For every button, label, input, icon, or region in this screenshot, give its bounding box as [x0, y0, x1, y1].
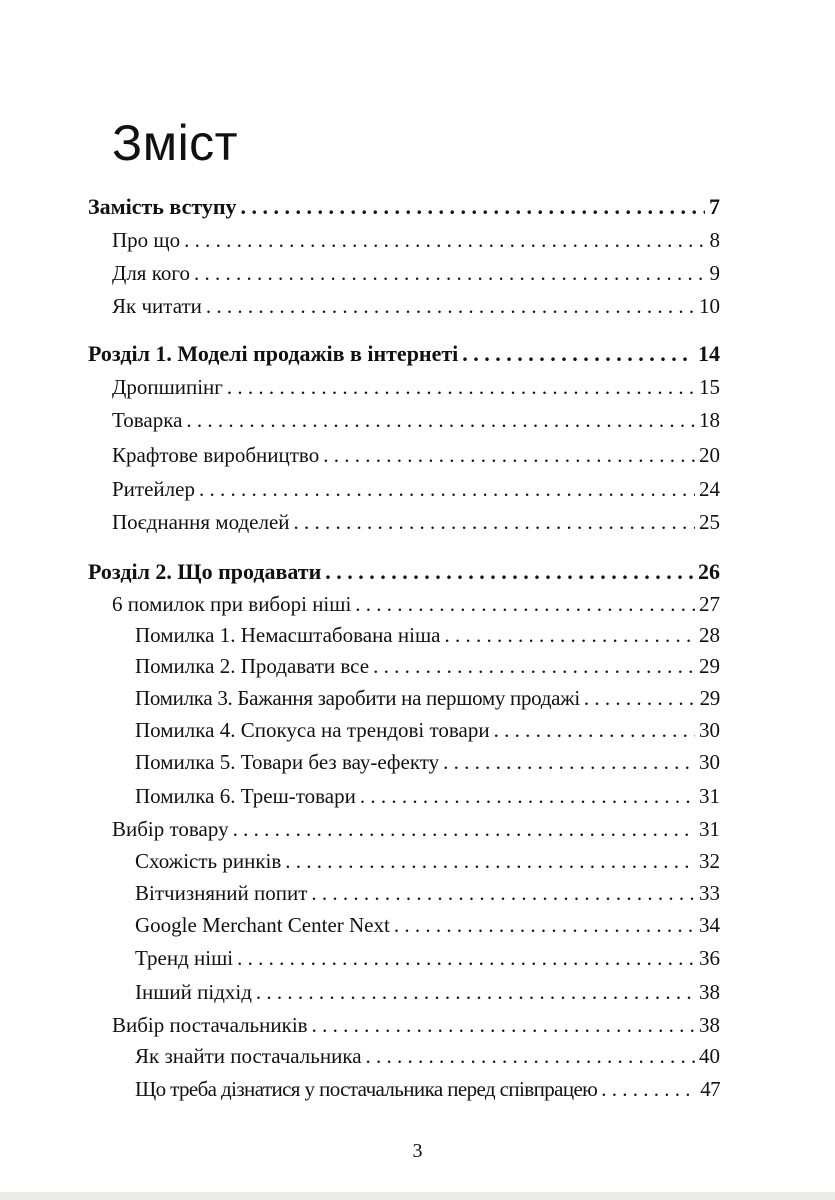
toc-section-chapter-1[interactable] [88, 343, 720, 365]
toc-entry-page: 47 [700, 1077, 720, 1101]
toc-entry-title: Помилка 4. Спокуса на трендові товари [135, 718, 490, 742]
toc-entry-page: 14 [698, 341, 720, 366]
toc-entry-title: 6 помилок при виборі ніші [112, 592, 352, 616]
toc-entry[interactable] [112, 230, 720, 251]
toc-entry-page: 28 [699, 623, 720, 647]
leader-dots [199, 479, 695, 500]
leader-dots [256, 982, 695, 1003]
toc-subentry[interactable] [135, 720, 720, 741]
toc-subentry[interactable] [135, 1079, 720, 1100]
toc-entry-page: 38 [699, 1013, 720, 1037]
toc-subentry[interactable] [135, 625, 720, 646]
leader-dots [360, 786, 695, 807]
leader-dots [584, 688, 696, 709]
leader-dots [443, 752, 695, 773]
toc-subentry[interactable] [135, 786, 720, 807]
toc-entry-page: 25 [699, 510, 720, 534]
toc-entry-title: Поєднання моделей [112, 510, 290, 534]
toc-entry-page: 32 [699, 849, 720, 873]
toc-entry-title: Помилка 2. Продавати все [135, 654, 370, 678]
toc-entry-title: Замість вступу [88, 194, 237, 219]
toc-entry-page: 18 [699, 408, 720, 432]
leader-dots [355, 594, 695, 615]
leader-dots [394, 915, 695, 936]
toc-entry-title: Помилка 1. Немасштабована ніша [135, 623, 441, 647]
toc-entry-page: 20 [699, 443, 720, 467]
toc-entry-title: Вибір товару [112, 817, 229, 841]
toc-entry-title: Як знайти постачальника [135, 1044, 362, 1068]
leader-dots [294, 512, 695, 533]
toc-entry-page: 38 [699, 980, 720, 1004]
leader-dots [366, 1046, 695, 1067]
toc-entry-page: 30 [699, 750, 720, 774]
toc-subentry[interactable] [135, 752, 720, 773]
toc-entry-title: Розділ 2. Що продавати [88, 559, 322, 584]
leader-dots [373, 656, 695, 677]
toc-entry-title: Розділ 1. Моделі продажів в інтернеті [88, 341, 459, 366]
toc-entry-page: 10 [699, 294, 720, 318]
page-title: Зміст [112, 115, 239, 171]
toc-entry[interactable] [112, 377, 720, 398]
toc-entry-title: Для кого [112, 261, 190, 285]
toc-entry-title: Помилка 5. Товари без вау-ефекту [135, 750, 440, 774]
toc-entry-page: 9 [709, 261, 720, 285]
toc-entry[interactable] [112, 445, 720, 466]
leader-dots [325, 561, 694, 583]
leader-dots [312, 1015, 695, 1036]
page-bottom-edge [0, 1192, 835, 1200]
toc-entry-page: 33 [699, 881, 720, 905]
toc-entry[interactable] [112, 410, 720, 431]
toc-entry-title: Товарка [112, 408, 183, 432]
toc-entry-title: Вітчизняний попит [135, 881, 308, 905]
toc-entry-page: 34 [699, 913, 720, 937]
leader-dots [323, 445, 695, 466]
toc-entry-page: 24 [699, 477, 720, 501]
toc-entry[interactable] [112, 263, 720, 284]
toc-entry-title: Помилка 3. Бажання заробити на першому продажі [135, 686, 580, 710]
leader-dots [237, 948, 695, 969]
toc-entry[interactable] [112, 819, 720, 840]
leader-dots [494, 720, 695, 741]
toc-entry[interactable] [112, 594, 720, 615]
toc-entry-page: 27 [699, 592, 720, 616]
toc-entry-page: 26 [698, 559, 720, 584]
toc-subentry[interactable] [135, 1046, 720, 1067]
toc-entry-page: 31 [699, 784, 720, 808]
leader-dots [184, 230, 705, 251]
toc-entry-page: 8 [709, 228, 720, 252]
toc-section-chapter-2[interactable] [88, 561, 720, 583]
toc-entry[interactable] [112, 296, 720, 317]
leader-dots [462, 343, 694, 365]
toc-entry-page: 29 [699, 654, 720, 678]
toc-entry-page: 30 [699, 718, 720, 742]
toc-entry-title: Інший підхід [135, 980, 252, 1004]
leader-dots [444, 625, 695, 646]
leader-dots [601, 1079, 696, 1100]
toc-subentry[interactable] [135, 851, 720, 872]
toc-subentry[interactable] [135, 982, 720, 1003]
toc-entry-title: Помилка 6. Треш-товари [135, 784, 356, 808]
leader-dots [206, 296, 695, 317]
toc-entry-page: 15 [699, 375, 720, 399]
toc-entry-title: Крафтове виробництво [112, 443, 320, 467]
toc-subentry[interactable] [135, 915, 720, 936]
leader-dots [311, 883, 695, 904]
toc-entry-title: Схожість ринків [135, 849, 282, 873]
toc-entry-title: Ритейлер [112, 477, 195, 501]
toc-entry-page: 40 [699, 1044, 720, 1068]
toc-entry-page: 31 [699, 817, 720, 841]
page-number: 3 [412, 1140, 423, 1162]
toc-entry-title: Як читати [112, 294, 202, 318]
leader-dots [241, 196, 705, 218]
leader-dots [194, 263, 706, 284]
toc-entry-page: 36 [699, 946, 720, 970]
toc-entry-title: Тренд ніші [135, 946, 234, 970]
toc-subentry[interactable] [135, 948, 720, 969]
toc-subentry[interactable] [135, 656, 720, 677]
toc-entry-page: 29 [699, 686, 720, 710]
toc-subentry[interactable] [135, 883, 720, 904]
leader-dots [233, 819, 695, 840]
toc-subentry[interactable] [135, 688, 720, 709]
toc-entry-title: Дропшипінг [112, 375, 223, 399]
leader-dots [186, 410, 695, 431]
toc-entry-title: Що треба дізнатися у постачальника перед співпрацею [135, 1077, 598, 1101]
toc-entry-title: Про що [112, 228, 181, 252]
leader-dots [227, 377, 695, 398]
toc-entry[interactable] [112, 1015, 720, 1036]
toc-section-intro[interactable] [88, 196, 720, 218]
toc-entry-title: Вибір постачальників [112, 1013, 308, 1037]
toc-entry-title: Google Merchant Center Next [135, 913, 390, 937]
leader-dots [285, 851, 695, 872]
toc-entry-page: 7 [709, 194, 720, 219]
toc-entry[interactable] [112, 512, 720, 533]
toc-entry[interactable] [112, 479, 720, 500]
